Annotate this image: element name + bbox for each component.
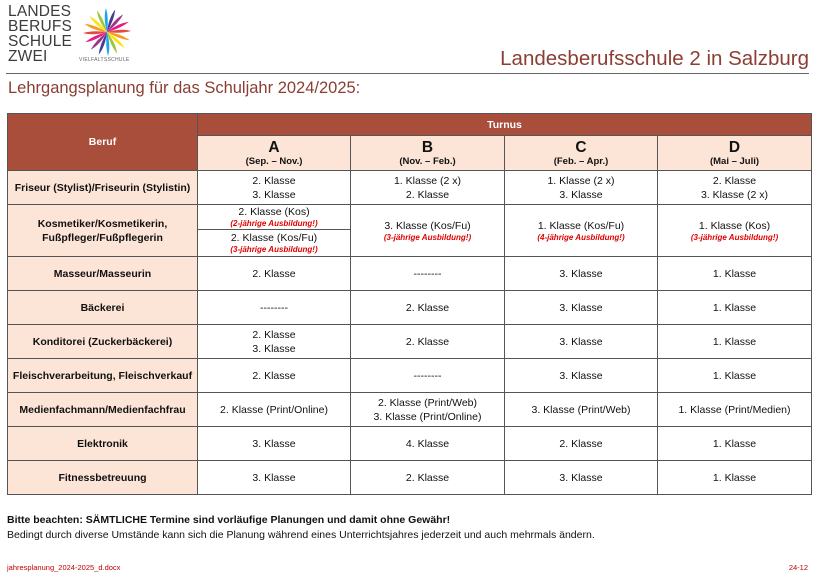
turnus-header: Turnus bbox=[198, 114, 812, 136]
cell-line: 3. Klasse bbox=[252, 342, 296, 355]
turnus-period: (Sep. – Nov.) bbox=[245, 155, 303, 167]
beruf-cell: Fitnessbetreuung bbox=[8, 461, 198, 495]
cell-b: 2. Klasse bbox=[351, 325, 505, 359]
disclaimer-text: Bedingt durch diverse Umstände kann sich die Planung während eines Unterrichtsjahres jederzeit und auch mehrmals ändern. bbox=[7, 529, 595, 541]
cell-d: 1. Klasse bbox=[658, 359, 812, 393]
cell-a bbox=[198, 325, 351, 359]
turnus-letter: A bbox=[268, 138, 280, 156]
table-row bbox=[8, 291, 812, 325]
cell-note: (3-jährige Ausbildung!) bbox=[230, 245, 318, 254]
cell-c bbox=[505, 171, 658, 205]
beruf-cell: Konditorei (Zuckerbäckerei) bbox=[8, 325, 198, 359]
table-row bbox=[8, 427, 812, 461]
logo-line-3: SCHULE bbox=[8, 33, 73, 50]
cell-b: -------- bbox=[351, 359, 505, 393]
cell-c: 3. Klasse bbox=[505, 359, 658, 393]
beruf-cell: Friseur (Stylist)/Friseurin (Stylistin) bbox=[8, 171, 198, 205]
cell-b: 4. Klasse bbox=[351, 427, 505, 461]
cell-line: 1. Klasse (2 x) bbox=[393, 174, 462, 187]
cell-line: 2. Klasse bbox=[252, 174, 296, 187]
beruf-cell bbox=[8, 205, 198, 257]
beruf-cell: Masseur/Masseurin bbox=[8, 257, 198, 291]
cell-c: 3. Klasse bbox=[505, 325, 658, 359]
cell-note: (3-jährige Ausbildung!) bbox=[383, 232, 472, 242]
turnus-b-header bbox=[351, 136, 505, 171]
table-row bbox=[8, 205, 812, 230]
cell-note: (2-jährige Ausbildung!) bbox=[230, 219, 318, 228]
logo-line-4: ZWEI bbox=[8, 48, 48, 65]
turnus-letter: B bbox=[421, 138, 434, 156]
cell-a: 3. Klasse bbox=[198, 461, 351, 495]
cell-a: -------- bbox=[198, 291, 351, 325]
header-divider bbox=[6, 73, 809, 74]
beruf-cell: Elektronik bbox=[8, 427, 198, 461]
cell-c: 2. Klasse bbox=[505, 427, 658, 461]
cell-a: 2. Klasse (Print/Online) bbox=[198, 393, 351, 427]
page-title: Lehrgangsplanung für das Schuljahr 2024/2025: bbox=[8, 79, 361, 97]
cell-b bbox=[351, 205, 505, 257]
turnus-d-header bbox=[658, 136, 812, 171]
cell-b: -------- bbox=[351, 257, 505, 291]
beruf-line: Kosmetiker/Kosmetikerin, bbox=[37, 217, 168, 230]
beruf-cell: Medienfachmann/Medienfachfrau bbox=[8, 393, 198, 427]
school-title: Landesberufsschule 2 in Salzburg bbox=[500, 47, 809, 70]
cell-d: 1. Klasse (Print/Medien) bbox=[658, 393, 812, 427]
table-row bbox=[8, 393, 812, 427]
cell-line: 3. Klasse (Print/Online) bbox=[373, 410, 482, 423]
turnus-a-header bbox=[198, 136, 351, 171]
cell-d bbox=[658, 205, 812, 257]
cell-a: 2. Klasse bbox=[198, 359, 351, 393]
turnus-letter: C bbox=[575, 138, 587, 156]
footer-code: 24-12 bbox=[788, 563, 808, 572]
cell-c: 3. Klasse (Print/Web) bbox=[505, 393, 658, 427]
cell-a: 2. Klasse bbox=[198, 257, 351, 291]
logo-subtext: VIELFALTSSCHULE bbox=[79, 57, 130, 63]
schedule-table bbox=[7, 113, 812, 495]
cell-line: 1. Klasse (Kos) bbox=[698, 219, 771, 232]
cell-c: 3. Klasse bbox=[505, 257, 658, 291]
cell-line: 1. Klasse (Kos/Fu) bbox=[537, 219, 625, 232]
cell-d: 1. Klasse bbox=[658, 427, 812, 461]
logo-line-2: BERUFS bbox=[8, 18, 73, 35]
cell-line: 3. Klasse (Kos/Fu) bbox=[384, 219, 471, 232]
beruf-header: Beruf bbox=[8, 114, 198, 171]
cell-c: 3. Klasse bbox=[505, 461, 658, 495]
cell-c bbox=[505, 205, 658, 257]
cell-line: 3. Klasse bbox=[252, 188, 296, 201]
cell-d: 1. Klasse bbox=[658, 325, 812, 359]
cell-line: 1. Klasse (2 x) bbox=[547, 174, 615, 187]
cell-note: (4-jährige Ausbildung!) bbox=[537, 232, 625, 242]
school-logo bbox=[8, 4, 148, 66]
cell-line: 2. Klasse bbox=[405, 188, 450, 201]
turnus-period: (Feb. – Apr.) bbox=[553, 155, 609, 167]
disclaimer bbox=[7, 513, 595, 543]
cell-a bbox=[198, 205, 351, 230]
table-row bbox=[8, 325, 812, 359]
cell-d bbox=[658, 171, 812, 205]
table-row bbox=[8, 359, 812, 393]
logo-swirl-icon bbox=[74, 4, 144, 60]
cell-line: 2. Klasse (Print/Web) bbox=[377, 396, 477, 409]
table-row bbox=[8, 461, 812, 495]
cell-b: 2. Klasse bbox=[351, 291, 505, 325]
table-row bbox=[8, 171, 812, 205]
turnus-period: (Mai – Juli) bbox=[709, 155, 760, 167]
cell-a: 3. Klasse bbox=[198, 427, 351, 461]
cell-c: 3. Klasse bbox=[505, 291, 658, 325]
turnus-period: (Nov. – Feb.) bbox=[399, 155, 456, 167]
beruf-line: Fußpfleger/Fußpflegerin bbox=[42, 231, 163, 244]
cell-d: 1. Klasse bbox=[658, 291, 812, 325]
cell-line: 3. Klasse bbox=[559, 188, 603, 201]
logo-line-1: LANDES bbox=[8, 3, 72, 20]
cell-line: 2. Klasse (Kos) bbox=[238, 206, 310, 218]
beruf-cell: Bäckerei bbox=[8, 291, 198, 325]
cell-b bbox=[351, 171, 505, 205]
cell-a bbox=[198, 230, 351, 257]
cell-b: 2. Klasse bbox=[351, 461, 505, 495]
cell-d: 1. Klasse bbox=[658, 257, 812, 291]
cell-b bbox=[351, 393, 505, 427]
table-row bbox=[8, 257, 812, 291]
logo-wordmark bbox=[8, 4, 72, 64]
footer-filename: jahresplanung_2024-2025_d.docx bbox=[7, 563, 121, 572]
cell-d: 1. Klasse bbox=[658, 461, 812, 495]
disclaimer-bold: Bitte beachten: SÄMTLICHE Termine sind vorläufige Planungen und damit ohne Gewähr! bbox=[7, 514, 451, 526]
cell-line: 2. Klasse bbox=[712, 174, 757, 187]
cell-line: 3. Klasse (2 x) bbox=[700, 188, 769, 201]
beruf-cell: Fleischverarbeitung, Fleischverkauf bbox=[8, 359, 198, 393]
cell-note: (3-jährige Ausbildung!) bbox=[690, 232, 779, 242]
turnus-letter: D bbox=[728, 138, 741, 156]
cell-line: 2. Klasse bbox=[252, 328, 296, 341]
cell-line: 2. Klasse (Kos/Fu) bbox=[230, 232, 318, 244]
cell-a bbox=[198, 171, 351, 205]
turnus-c-header bbox=[505, 136, 658, 171]
